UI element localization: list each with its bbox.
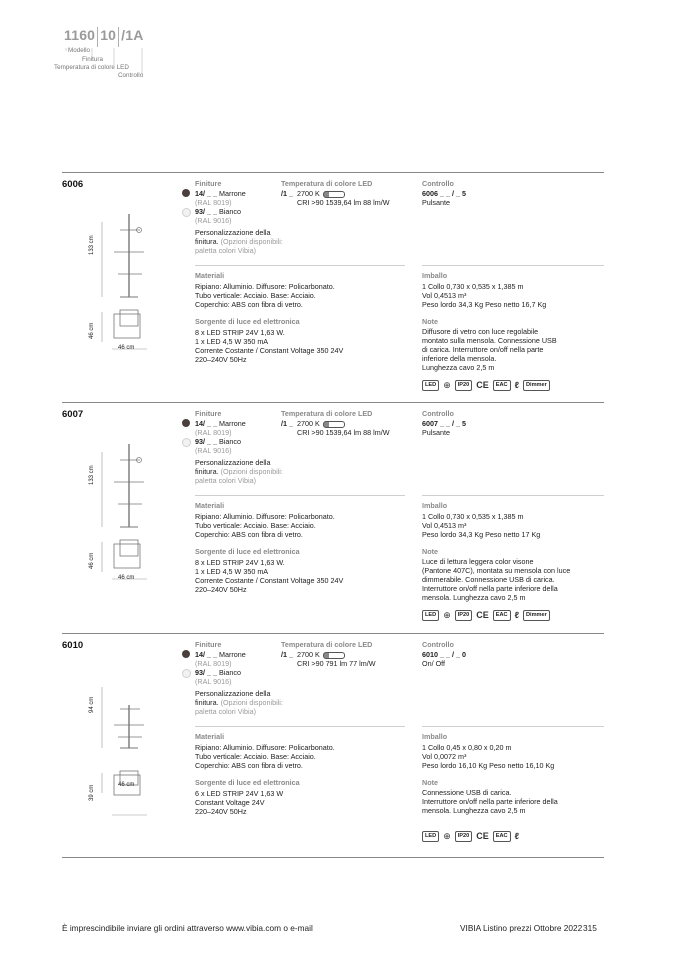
note-line: Interruttore on/off nella parte inferiore della — [422, 797, 558, 806]
note-line: mensola. Lunghezza cavo 2,5 m — [422, 806, 526, 815]
globe-icon: ⊕ — [443, 610, 451, 620]
eac-badge: EAC — [493, 610, 511, 621]
finiture-heading: Finiture — [195, 409, 222, 418]
ce-mark-icon: CE — [476, 380, 489, 390]
imballo-heading: Imballo — [422, 501, 448, 510]
rule — [422, 495, 604, 496]
section-divider — [62, 172, 604, 173]
top-view — [120, 310, 138, 326]
custom-line-3: paletta colori Vibia) — [195, 476, 256, 485]
source-heading: Sorgente di luce ed elettronica — [195, 778, 300, 787]
legend-modello: Modello — [68, 47, 91, 54]
certification-icon: ℓ — [514, 610, 519, 620]
height-label: 94 cm — [89, 696, 95, 713]
temp-heading: Temperatura di colore LED — [281, 179, 373, 188]
width-label: 46 cm — [118, 782, 135, 788]
source-line: 1 x LED 4,5 W 350 mA — [195, 567, 269, 576]
note-line: Luce di lettura leggera color visone — [422, 557, 534, 566]
note-line: (Pantone 407C), montata su mensola con luce — [422, 566, 571, 575]
ctrl-name: Pulsante — [422, 428, 450, 437]
rule — [195, 495, 405, 496]
model-code: 6006 — [62, 179, 84, 190]
globe-icon: ⊕ — [443, 831, 451, 841]
imballo-line: Vol 0,4513 m³ — [422, 291, 467, 300]
certification-badges — [422, 831, 519, 842]
section-divider — [62, 402, 604, 403]
imballo-line: Peso lordo 34,3 Kg Peso netto 16,7 Kg — [422, 300, 547, 309]
led-badge: LED — [422, 610, 439, 621]
imballo-heading: Imballo — [422, 271, 448, 280]
custom-line-1: Personalizzazione della — [195, 458, 271, 467]
eac-badge: EAC — [493, 380, 511, 391]
ce-mark-icon: CE — [476, 610, 489, 620]
finish-brown-ral: (RAL 8019) — [195, 198, 232, 207]
finish-white: 93/ _ _ Bianco — [195, 668, 241, 677]
ip20-badge: IP20 — [455, 831, 473, 842]
custom-line-2: finitura. (Opzioni disponibili: — [195, 467, 283, 476]
finiture-heading: Finiture — [195, 640, 222, 649]
material-line: Tubo verticale: Acciaio. Base: Acciaio. — [195, 521, 316, 530]
materials-heading: Materiali — [195, 271, 225, 280]
temp-heading: Temperatura di colore LED — [281, 409, 373, 418]
ctrl-heading: Controllo — [422, 409, 454, 418]
certification-badges — [422, 610, 550, 621]
brown-swatch — [182, 189, 190, 197]
dimmer-badge: Dimmer — [523, 610, 550, 621]
model-code: 6010 — [62, 640, 84, 651]
temp-heading: Temperatura di colore LED — [281, 640, 373, 649]
finish-white-ral: (RAL 9016) — [195, 677, 232, 686]
footer-note: È imprescindibile inviare gli ordini attraverso www.vibia.com o e-mail — [62, 923, 313, 933]
temp-detail: CRI >90 1539,64 lm 88 lm/W — [297, 198, 390, 207]
finiture-heading: Finiture — [195, 179, 222, 188]
code-finish: 10 — [100, 27, 117, 43]
rule — [422, 726, 604, 727]
materials-heading: Materiali — [195, 501, 225, 510]
source-line: Corrente Costante / Constant Voltage 350 24V — [195, 576, 344, 585]
certification-icon: ℓ — [514, 831, 519, 841]
certification-badges — [422, 380, 550, 391]
height-label: 133 cm — [89, 235, 95, 255]
top-view — [120, 540, 138, 556]
legend-controllo: Controllo — [118, 72, 144, 79]
model-code: 6007 — [62, 409, 84, 420]
temp-row: /1 _ 2700 K — [281, 419, 345, 428]
custom-line-2: finitura. (Opzioni disponibili: — [195, 698, 283, 707]
ctrl-code: 6007 _ _ / _ 5 — [422, 419, 466, 428]
rule — [422, 265, 604, 266]
finish-white-ral: (RAL 9016) — [195, 216, 232, 225]
source-line: 8 x LED STRIP 24V 1,63 W. — [195, 328, 285, 337]
imballo-line: 1 Collo 0,730 x 0,535 x 1,385 m — [422, 282, 524, 291]
eac-badge: EAC — [493, 831, 511, 842]
led-badge: LED — [422, 831, 439, 842]
imballo-line: 1 Collo 0,45 x 0,80 x 0,20 m — [422, 743, 512, 752]
materials-heading: Materiali — [195, 732, 225, 741]
material-line: Coperchio: ABS con fibra di vetro. — [195, 761, 303, 770]
material-line: Ripiano: Alluminio. Diffusore: Policarbonato. — [195, 512, 335, 521]
code-temp: /1A — [121, 27, 144, 43]
imballo-line: Vol 0,4513 m³ — [422, 521, 467, 530]
code-model: 1160 — [64, 27, 96, 43]
source-line: 220–240V 50Hz — [195, 355, 247, 364]
finish-white: 93/ _ _ Bianco — [195, 207, 241, 216]
legend-temperatura: Temperatura di colore LED — [54, 64, 129, 71]
led-badge: LED — [422, 380, 439, 391]
ctrl-name: Pulsante — [422, 198, 450, 207]
ip20-badge: IP20 — [455, 610, 473, 621]
temp-row: /1 _ 2700 K — [281, 650, 345, 659]
source-line: 220–240V 50Hz — [195, 807, 247, 816]
ctrl-name: On/ Off — [422, 659, 446, 668]
product-drawing — [92, 442, 164, 592]
width-label: 46 cm — [118, 575, 135, 581]
finish-brown-ral: (RAL 8019) — [195, 659, 232, 668]
note-heading: Note — [422, 317, 438, 326]
base-height-label: 46 cm — [89, 552, 95, 569]
product-drawing — [92, 212, 164, 362]
temp-detail: CRI >90 791 lm 77 lm/W — [297, 659, 376, 668]
page-number: 315 — [583, 923, 597, 933]
globe-icon: ⊕ — [443, 380, 451, 390]
base-height-label: 39 cm — [89, 784, 95, 801]
note-line: dimmerabile. Connessione USB di carica. — [422, 575, 555, 584]
brown-swatch — [182, 419, 190, 427]
custom-line-1: Personalizzazione della — [195, 228, 271, 237]
note-line: montato sulla mensola. Connessione USB — [422, 336, 557, 345]
note-line: Connessione USB di carica. — [422, 788, 512, 797]
white-swatch — [182, 208, 191, 217]
ctrl-code: 6010 _ _ / _ 0 — [422, 650, 466, 659]
imballo-heading: Imballo — [422, 732, 448, 741]
note-line: mensola. Lunghezza cavo 2,5 m — [422, 593, 526, 602]
source-line: Corrente Costante / Constant Voltage 350 24V — [195, 346, 344, 355]
material-line: Ripiano: Alluminio. Diffusore: Policarbonato. — [195, 282, 335, 291]
ctrl-heading: Controllo — [422, 179, 454, 188]
product-drawing — [92, 673, 164, 823]
material-line: Tubo verticale: Acciaio. Base: Acciaio. — [195, 291, 316, 300]
finish-brown-ral: (RAL 8019) — [195, 428, 232, 437]
width-label: 46 cm — [118, 345, 135, 351]
material-line: Tubo verticale: Acciaio. Base: Acciaio. — [195, 752, 316, 761]
source-line: 6 x LED STRIP 24V 1,63 W — [195, 789, 284, 798]
note-heading: Note — [422, 547, 438, 556]
ce-mark-icon: CE — [476, 831, 489, 841]
dimmer-badge: Dimmer — [523, 380, 550, 391]
finish-white: 93/ _ _ Bianco — [195, 437, 241, 446]
note-line: Lunghezza cavo 2,5 m — [422, 363, 495, 372]
custom-line-3: paletta colori Vibia) — [195, 246, 256, 255]
white-swatch — [182, 438, 191, 447]
source-line: Constant Voltage 24V — [195, 798, 265, 807]
height-label: 133 cm — [89, 465, 95, 485]
custom-line-1: Personalizzazione della — [195, 689, 271, 698]
material-line: Ripiano: Alluminio. Diffusore: Policarbonato. — [195, 743, 335, 752]
ip20-badge: IP20 — [455, 380, 473, 391]
section-divider — [62, 857, 604, 858]
rule — [195, 265, 405, 266]
brown-swatch — [182, 650, 190, 658]
note-line: Diffusore di vetro con luce regolabile — [422, 327, 539, 336]
source-line: 220–240V 50Hz — [195, 585, 247, 594]
footer-catalog: VIBIA Listino prezzi Ottobre 2022 — [460, 923, 583, 933]
temp-detail: CRI >90 1539,64 lm 88 lm/W — [297, 428, 390, 437]
source-heading: Sorgente di luce ed elettronica — [195, 317, 300, 326]
note-heading: Note — [422, 778, 438, 787]
material-line: Coperchio: ABS con fibra di vetro. — [195, 300, 303, 309]
finish-brown: 14/ _ _ Marrone — [195, 419, 246, 428]
ctrl-code: 6006 _ _ / _ 5 — [422, 189, 466, 198]
white-swatch — [182, 669, 191, 678]
imballo-line: Vol 0,0072 m³ — [422, 752, 467, 761]
note-line: di carica. Interruttore on/off nella parte — [422, 345, 544, 354]
material-line: Coperchio: ABS con fibra di vetro. — [195, 530, 303, 539]
imballo-line: Peso lordo 34,3 Kg Peso netto 17 Kg — [422, 530, 541, 539]
section-divider — [62, 633, 604, 634]
note-line: inferiore della mensola. — [422, 354, 497, 363]
rule — [195, 726, 405, 727]
legend-finitura: Finitura — [82, 56, 103, 63]
temp-row: /1 _ 2700 K — [281, 189, 345, 198]
imballo-line: Peso lordo 16,10 Kg Peso netto 16,10 Kg — [422, 761, 555, 770]
source-heading: Sorgente di luce ed elettronica — [195, 547, 300, 556]
note-line: Interruttore on/off nella parte inferiore della — [422, 584, 558, 593]
finish-brown: 14/ _ _ Marrone — [195, 650, 246, 659]
certification-icon: ℓ — [514, 380, 519, 390]
ctrl-heading: Controllo — [422, 640, 454, 649]
imballo-line: 1 Collo 0,730 x 0,535 x 1,385 m — [422, 512, 524, 521]
legend-leader-lines — [62, 44, 152, 80]
base-height-label: 46 cm — [89, 322, 95, 339]
finish-white-ral: (RAL 9016) — [195, 446, 232, 455]
custom-line-2: finitura. (Opzioni disponibili: — [195, 237, 283, 246]
source-line: 1 x LED 4,5 W 350 mA — [195, 337, 269, 346]
finish-brown: 14/ _ _ Marrone — [195, 189, 246, 198]
source-line: 8 x LED STRIP 24V 1,63 W. — [195, 558, 285, 567]
custom-line-3: paletta colori Vibia) — [195, 707, 256, 716]
